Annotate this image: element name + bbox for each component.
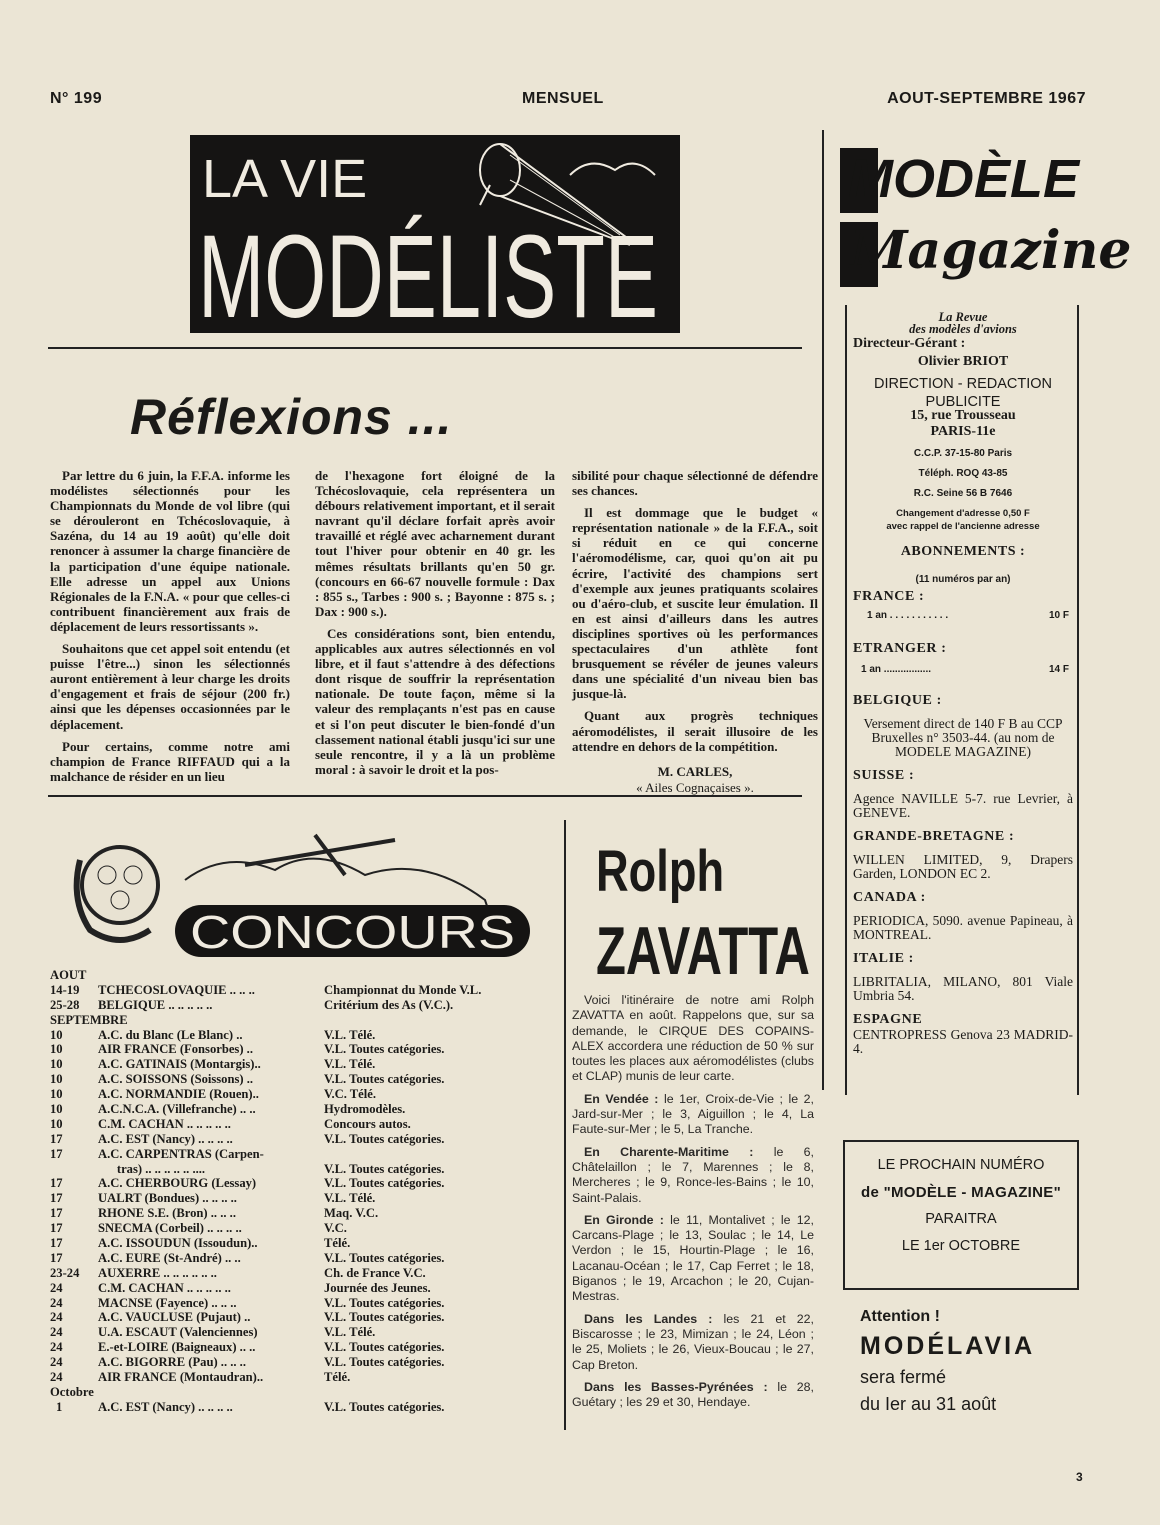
logo-side-line1: MODÈLE: [848, 149, 1080, 209]
event-category: V.L. Toutes catégories.: [324, 1399, 445, 1414]
concours-row: [50, 1310, 555, 1325]
event-category: V.L. Toutes catégories.: [324, 1295, 445, 1310]
event-category: V.L. Toutes catégories.: [324, 1340, 445, 1355]
event-category: V.L. Toutes catégories.: [324, 1355, 445, 1370]
concours-row: [50, 1206, 555, 1221]
event-club: A.C. BIGORRE (Pau) .. .. ..: [98, 1355, 246, 1370]
concours-row: [50, 1296, 555, 1311]
event-date: 10: [50, 1057, 63, 1072]
logo-side-line2: Magazine: [850, 220, 1132, 281]
glider-icon: [245, 835, 395, 875]
tagline: des modèles d'avions: [909, 322, 1017, 336]
logo-line2: MODÉLISTE: [198, 211, 658, 343]
event-date: 24: [50, 1295, 63, 1310]
event-category: Maq. V.C.: [324, 1206, 379, 1221]
event-club: A.C. CARPENTRAS (Carpen-: [98, 1146, 264, 1161]
article-author-club: « Ailes Cognaçaises ».: [636, 779, 754, 795]
direction: DIRECTION - REDACTION: [873, 376, 1053, 392]
event-club: E.-et-LOIRE (Baigneaux) .. ..: [98, 1340, 256, 1355]
event-category: V.L. Toutes catégories.: [324, 1250, 445, 1265]
month-heading: AOUT: [50, 968, 87, 982]
concours-row: [50, 1087, 555, 1102]
event-date: 17: [50, 1221, 63, 1236]
event-club: AUXERRE .. .. .. .. .. ..: [98, 1265, 217, 1280]
country-name: ITALIE :: [853, 951, 914, 966]
concours-row: [50, 1355, 555, 1370]
event-date: 24: [50, 1325, 63, 1340]
concours-list: [50, 968, 555, 1415]
address-change: Changement d'adresse 0,50 F: [896, 508, 1030, 519]
concours-row: [50, 1251, 555, 1266]
concours-row: [50, 1266, 555, 1281]
event-date: 17: [50, 1236, 63, 1251]
event-club: AIR FRANCE (Fonsorbes) ..: [98, 1042, 253, 1057]
region-stops: le 6, Châtelaillon ; le 7, Marennes ; le 8, Mercheres ; le 9, Ronce-les-Bains ; le 10, Saint-Palais.: [572, 1144, 814, 1205]
month-heading: SEPTEMBRE: [50, 1012, 128, 1027]
event-date: 1: [56, 1399, 63, 1414]
logo-line1: LA VIE: [202, 149, 368, 209]
france-rate-row: [853, 609, 1073, 623]
event-club: A.C. du Blanc (Le Blanc) ..: [98, 1027, 243, 1042]
country-agent: PERIODICA, 5090. avenue Papineau, à MONTREAL.: [853, 913, 1073, 942]
next-issue-box: [843, 1140, 1079, 1290]
event-category: Hydromodèles.: [324, 1102, 406, 1117]
event-category: Ch. de France V.C.: [324, 1265, 426, 1280]
modele-magazine-logo: [840, 140, 1132, 290]
event-club: SNECMA (Corbeil) .. .. .. ..: [98, 1221, 242, 1236]
event-category: V.L. Toutes catégories.: [324, 1161, 445, 1176]
event-category: V.L. Toutes catégories.: [324, 1042, 445, 1057]
concours-row: [50, 983, 555, 998]
event-club: tras) .. .. .. .. .. ....: [98, 1161, 206, 1176]
country-name: BELGIQUE :: [853, 693, 942, 708]
country-agent: Versement direct de 140 F B au CCP Bruxelles n° 3503-44. (au nom de MODELE MAGAZINE): [863, 716, 1063, 759]
event-date: 14-19: [50, 982, 80, 997]
notice-attention: Attention !: [860, 1308, 940, 1325]
column-rule: [564, 820, 566, 1430]
event-date: [50, 1162, 98, 1177]
event-date: 17: [50, 1131, 63, 1146]
event-club: BELGIQUE .. .. .. .. ..: [98, 997, 213, 1012]
phone: Téléph. ROQ 43-85: [918, 468, 1008, 479]
concours-row: [50, 998, 555, 1013]
zavatta-title-first: Rolph: [596, 839, 725, 904]
region-name: Dans les Landes :: [584, 1311, 713, 1326]
concours-row: [50, 1117, 555, 1132]
event-club: C.M. CACHAN .. .. .. .. ..: [98, 1116, 231, 1131]
itinerary-region: [572, 1145, 814, 1206]
event-category: Journée des Jeunes.: [324, 1280, 431, 1295]
etranger-rate-row: [853, 663, 1073, 677]
event-club: A.C. SOISSONS (Soissons) ..: [98, 1072, 254, 1087]
event-category: V.C.: [324, 1221, 347, 1236]
concours-row: [50, 1221, 555, 1236]
concours-row: [50, 1340, 555, 1355]
event-date: 10: [50, 1042, 63, 1057]
event-club: MACNSE (Fayence) .. .. ..: [98, 1295, 237, 1310]
concours-row: [50, 1191, 555, 1206]
address-change-note: avec rappel de l'ancienne adresse: [886, 521, 1040, 532]
concours-logo: [65, 820, 535, 960]
subscriptions-title: ABONNEMENTS :: [900, 544, 1026, 559]
event-date: 23-24: [50, 1265, 80, 1280]
notice-text: sera fermé: [860, 1367, 947, 1387]
event-date: 24: [50, 1280, 63, 1295]
month-heading: Octobre: [50, 1384, 94, 1399]
event-date: 10: [50, 1072, 63, 1087]
notice-shop: MODÉLAVIA: [860, 1332, 1036, 1360]
country-name: GRANDE-BRETAGNE :: [853, 829, 1015, 844]
city: PARIS-11e: [930, 424, 996, 439]
article-paragraph: Par lettre du 6 juin, la F.F.A. informe les modélistes sélectionnés pour les Championnats du Monde de vol libre (qui se dérouleront en Tchécoslovaquie, à Sazéna, du 14 au 19 août) qu'elle doit renoncer à assumer la charge financière de la participation d'une équipe nationale. Elle adresse un appel aux Unions Régionales de la F.N.A. « pour que celles-ci contribuent financièrement aux frais de déplacement de leurs ressortissants ».: [50, 468, 290, 634]
region-name: En Charente-Maritime :: [584, 1144, 754, 1159]
event-date: 17: [50, 1250, 63, 1265]
article-paragraph: Ces considérations sont, bien entendu, applicables aux autres sélectionnés en vol libre, et il faut s'attendre à des défections dont risque de souffrir la représentation nationale. De toute façon, même si la valeur des remplaçants n'est pas en cause et si l'on peut discuter le bien-fondé d'un classement national établi jusqu'ici sur une seule rencontre, il y a là un problème moral : à savoir le droit et la pos-: [315, 625, 555, 777]
article-title: Réflexions ...: [130, 389, 453, 445]
event-category: V.L. Télé.: [324, 1057, 376, 1072]
event-category: V.L. Télé.: [324, 1027, 376, 1042]
notice-dates: du Ier au 31 août: [860, 1394, 997, 1414]
france-price: 10 F: [1048, 610, 1069, 621]
event-date: 10: [50, 1116, 63, 1131]
article-paragraph: de l'hexagone fort éloigné de la Tchécoslovaquie, cela représentera un débours relativement important, et il serait navrant qu'il déclare forfait après avoir travaillé et réglé avec acharnement durant tout l'hiver pour obtenir en 40 gr. les mêmes résultats brillants qu'en 50 gr. (concours en 66-67 nouvelle formule : Dax : 855 s., Tarbes : 900 s. ; Bayonne : 875 s. ; Dax : 900 s.).: [315, 468, 555, 619]
event-club: A.C.N.C.A. (Villefranche) .. ..: [98, 1102, 256, 1117]
article-paragraph: Quant aux progrès techniques aéromodélistes, il serait illusoire de les attendre en dehors de la compétition.: [572, 708, 818, 754]
event-date: 17: [50, 1206, 63, 1221]
event-date: 17: [50, 1146, 63, 1161]
concours-row: [50, 1028, 555, 1043]
event-club: C.M. CACHAN .. .. .. .. ..: [98, 1280, 231, 1295]
country-name: SUISSE :: [853, 768, 915, 783]
concours-row: [50, 1176, 555, 1191]
etranger-label: ETRANGER :: [853, 641, 947, 656]
box-rule-left: [845, 305, 847, 1095]
box-rule-right: [1077, 305, 1079, 1095]
event-club: A.C. NORMANDIE (Rouen)..: [98, 1087, 259, 1102]
concours-row: [50, 1370, 555, 1385]
next-issue-line: LE PROCHAIN NUMÉRO: [877, 1157, 1045, 1173]
article-paragraph: sibilité pour chaque sélectionné de défendre ses chances.: [572, 468, 818, 499]
event-club: A.C. CHERBOURG (Lessay): [98, 1176, 257, 1191]
subscriptions-note: (11 numéros par an): [915, 574, 1011, 585]
divider: [48, 795, 802, 797]
divider: [48, 347, 802, 349]
concours-row: [50, 1057, 555, 1072]
event-category: Télé.: [324, 1236, 351, 1251]
article-signature: [572, 764, 818, 796]
concours-row: [50, 1042, 555, 1057]
masthead: [853, 305, 1073, 1056]
la-vie-modeliste-logo: [190, 135, 680, 343]
ccp: C.C.P. 37-15-80 Paris: [913, 448, 1013, 459]
event-category: V.L. Toutes catégories.: [324, 1176, 445, 1191]
zavatta-itinerary: [572, 993, 814, 1417]
event-club: UALRT (Bondues) .. .. .. ..: [98, 1191, 237, 1206]
article-column-3: [572, 468, 818, 796]
issue-date: AOUT-SEPTEMBRE 1967: [887, 90, 1086, 107]
stopwatch-icon: [82, 847, 158, 923]
event-club: RHONE S.E. (Bron) .. .. ..: [98, 1206, 236, 1221]
next-issue-magazine: de "MODÈLE - MAGAZINE": [861, 1184, 1061, 1201]
etranger-price: 14 F: [1048, 664, 1069, 675]
concours-row: [50, 1400, 555, 1415]
publicite: PUBLICITE: [925, 394, 1001, 410]
article-column-1: [50, 468, 290, 784]
rc-number: R.C. Seine 56 B 7646: [913, 488, 1013, 499]
event-category: Télé.: [324, 1370, 351, 1385]
concours-row: [50, 1132, 555, 1147]
concours-title: CONCOURS: [190, 906, 515, 958]
event-club: A.C. EURE (St-André) .. ..: [98, 1250, 241, 1265]
director-name: Olivier BRIOT: [917, 354, 1009, 369]
event-club: A.C. ISSOUDUN (Issoudun)..: [98, 1236, 258, 1251]
itinerary-region: [572, 1312, 814, 1373]
event-category: V.L. Toutes catégories.: [324, 1310, 445, 1325]
event-category: V.L. Télé.: [324, 1325, 376, 1340]
event-club: A.C. VAUCLUSE (Pujaut) ..: [98, 1310, 251, 1325]
event-date: 24: [50, 1355, 63, 1370]
next-issue-date: LE 1er OCTOBRE: [901, 1238, 1021, 1254]
etranger-rate: 1 an .................: [861, 664, 932, 675]
event-category: V.L. Télé.: [324, 1191, 376, 1206]
zavatta-title-last: ZAVATTA: [596, 913, 810, 989]
region-stops: le 28, Guétary ; les 29 et 30, Hendaye.: [572, 1379, 814, 1410]
region-name: En Gironde :: [584, 1212, 664, 1227]
issue-number: N° 199: [50, 90, 103, 107]
itinerary-region: [572, 1092, 814, 1138]
concours-row: [50, 968, 555, 983]
event-club: U.A. ESCAUT (Valenciennes): [98, 1325, 258, 1340]
event-date: 10: [50, 1102, 63, 1117]
itinerary-region: [572, 1213, 814, 1305]
event-category: Championnat du Monde V.L.: [324, 982, 482, 997]
page-number: 3: [1076, 1470, 1083, 1484]
event-category: V.L. Toutes catégories.: [324, 1131, 445, 1146]
frequency: MENSUEL: [522, 90, 604, 107]
article-author: M. CARLES,: [657, 763, 733, 779]
region-stops: le 1er, Croix-de-Vie ; le 2, Jard-sur-Mer ; le 3, Aiguillon ; le 4, La Faute-sur-Mer ; le 5, La Tranche.: [572, 1091, 814, 1137]
event-club: TCHECOSLOVAQUIE .. .. ..: [98, 982, 255, 997]
region-stops: le 11, Montalivet ; le 12, Carcans-Plage ; le 13, Soulac ; le 14, Le Verdon ; le 15, Hourtin-Plage ; le 16, Lacanau-Océan ; le 17, Cap Ferret ; le 18, Biganos ; le 19, Arcachon ; le 20, Cujan-Mestras.: [572, 1212, 814, 1304]
country-agent: WILLEN LIMITED, 9, Drapers Garden, LONDON EC 2.: [853, 852, 1073, 881]
concours-row: [50, 1102, 555, 1117]
event-date: 24: [50, 1310, 63, 1325]
country-agent: Agence NAVILLE 5-7. rue Levrier, à GENEVE.: [853, 791, 1073, 820]
event-date: 17: [50, 1176, 63, 1191]
event-date: 10: [50, 1027, 63, 1042]
itinerary-region: [572, 1380, 814, 1411]
event-date: 25-28: [50, 997, 80, 1012]
concours-row: [50, 1013, 555, 1028]
event-club: A.C. EST (Nancy) .. .. .. ..: [98, 1131, 233, 1146]
tagline: La Revue: [938, 310, 988, 324]
concours-row: [50, 1325, 555, 1340]
concours-row: [50, 1072, 555, 1087]
region-name: Dans les Basses-Pyrénées :: [584, 1379, 768, 1394]
event-date: 24: [50, 1340, 63, 1355]
concours-row: [50, 1281, 555, 1296]
street: 15, rue Trousseau: [910, 408, 1016, 423]
country-agent: LIBRITALIA, MILANO, 801 Viale Umbria 54.: [853, 974, 1073, 1003]
region-stops: les 21 et 22, Biscarosse ; le 23, Mimizan ; le 24, Léon ; le 25, Moliets ; le 26, Vieux-Boucau ; le 27, Cap Breton.: [572, 1311, 815, 1372]
event-date: 17: [50, 1191, 63, 1206]
article-paragraph: Il est dommage que le budget « représentation nationale » de la F.F.A., soit si réduit en ce qui concerne l'aéromodélisme, car, quoi qu'on ait pu écrire, l'activité des champions sert d'exemple aux jeunes pratiquants scolaires ou d'aéro-club, et suscite leur émulation. Il en est ainsi d'ailleurs dans les autres disciplines sportives où les performances spectaculaires d'un athlète font brusquement se révéler de jeunes valeurs dans une spécialité d'un niveau bien bas jusque-là.: [572, 505, 818, 702]
event-category: V.L. Toutes catégories.: [324, 1072, 445, 1087]
next-issue-line: PARAITRA: [925, 1211, 997, 1227]
event-category: V.C. Télé.: [324, 1087, 377, 1102]
event-category: Concours autos.: [324, 1116, 411, 1131]
region-name: En Vendée :: [584, 1091, 659, 1106]
concours-row: [50, 1236, 555, 1251]
column-rule: [822, 130, 824, 1090]
event-club: A.C. GATINAIS (Montargis)..: [98, 1057, 261, 1072]
event-club: AIR FRANCE (Montaudran)..: [98, 1370, 264, 1385]
country-agent: CENTROPRESS Genova 23 MADRID-4.: [853, 1027, 1073, 1056]
event-club: A.C. EST (Nancy) .. .. .. ..: [98, 1399, 233, 1414]
event-date: 10: [50, 1087, 63, 1102]
closure-notice: [860, 1308, 1035, 1415]
concours-row: [50, 1147, 555, 1162]
zavatta-intro: Voici l'itinéraire de notre ami Rolph ZAVATTA en août. Rappelons que, sur sa demande, le CIRQUE DES COPAINS-ALEX accordera une réduction de 50 % sur toutes les places aux aéromodélistes (clubs et CLAP) munis de leur carte.: [572, 993, 814, 1084]
subscription-agents: [853, 693, 1073, 1056]
event-category: Critérium des As (V.C.).: [324, 997, 454, 1012]
director-label: Directeur-Gérant :: [853, 336, 966, 351]
france-label: FRANCE :: [853, 589, 925, 604]
event-date: 24: [50, 1370, 63, 1385]
france-rate: 1 an . . . . . . . . . . .: [867, 610, 949, 621]
concours-row: [50, 1385, 555, 1400]
country-name: ESPAGNE: [853, 1012, 923, 1027]
article-paragraph: Pour certains, comme notre ami champion de France RIFFAUD qui a la malchance de résider en un lieu: [50, 738, 290, 784]
article-paragraph: Souhaitons que cet appel soit entendu (et puisse l'être...) sinon les sélectionnés auront entièrement à leur charge les droits d'engagement et frais de séjour (200 fr.) ainsi que les dépenses occasionnées par le déplacement.: [50, 641, 290, 732]
country-name: CANADA :: [853, 890, 926, 905]
concours-row: [50, 1162, 555, 1177]
article-column-2: [315, 468, 555, 777]
